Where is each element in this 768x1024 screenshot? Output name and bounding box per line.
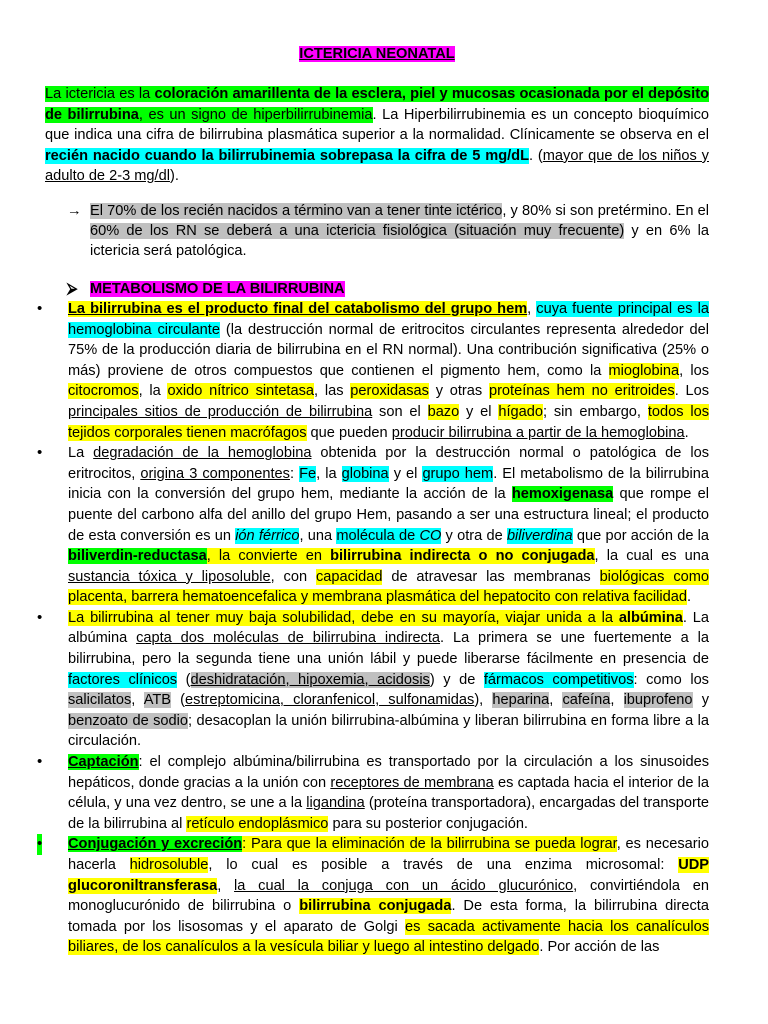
list-item: • La bilirrubina al tener muy baja solubilidad, debe en su mayoría, viajar unida a la albúmina. La albúmina capta dos moléculas de bilirrubina indirecta. La primera se une fuertemente a la bilirrubina, pero la segunda tiene una unión lábil y puede liberarse fácilmente en presencia de factores clínicos (deshidratación, hipoxemia, acidosis) y de fármacos competitivos: como los salicilatos, ATB (estreptomicina, cloranfenicol, sulfonamidas), heparina, cafeína, ibuprofeno y benzoato de sodio; desacoplan la unión bilirrubina-albúmina y liberan bilirrubina en forma libre a la circulación. [37,608,710,750]
list-item: • Conjugación y excreción: Para que la eliminación de la bilirrubina se pueda lograr, es necesario hacerla hidrosoluble, lo cual es posible a través de una enzima microsomal: UDP glucoroniltransferasa, la cual la conjuga con un ácido glucurónico, convirtiéndola en monoglucurónido de bilirrubina o bilirrubina conjugada. De esta forma, la bilirrubina directa tomada por los lisosomas y el aparato de Golgi es sacada activamente hacia los canalículos biliares, de los canalículos a la vesícula biliar y luego al intestino delgado. Por acción de las [37,835,710,956]
arrow-paragraph: → El 70% de los recién nacidos a término van a tener tinte ictérico, y 80% si son pretérmino. En el 60% de los RN se deberá a una ictericia fisiológica (situación muy frecuente) y en 6% la ictericia será patológica. [67,202,710,259]
bullet-marker: • [37,608,43,626]
list-item: • La degradación de la hemoglobina obtenida por la destrucción normal o patológica de los eritrocitos, origina 3 componentes: Fe, la globina y el grupo hem. El metabolismo de la bilirrubina inicia con la conversión del grupo hem, mediante la acción de la hemoxigenasa que rompe el puente del carbono alfa del anillo del grupo Hem, pasando a ser una estructura lineal; el producto de esta conversión es un ión férrico, una molécula de CO y otra de biliverdina que por acción de la biliverdin-reductasa, la convierte en bilirrubina indirecta o no conjugada, la cual es una sustancia tóxica y liposoluble, con capacidad de atravesar las membranas biológicas como placenta, barrera hematoencefalica y membrana plasmática del hepatocito con relativa facilidad. [37,444,710,606]
bullet-list [37,299,710,958]
document-title: ICTERICIA NEONATAL [299,46,455,62]
list-item: • Captación: el complejo albúmina/bilirrubina es transportado por la circulación a los sinusoides hepáticos, donde gracias a la unión con receptores de membrana es captada hacia el interior de la célula, y una vez dentro, se une a la ligandina (proteína transportadora), encargadas del transporte de la bilirrubina al retículo endoplásmico para su posterior conjugación. [37,753,710,832]
section-marker: ⮚ [67,280,78,297]
intro-paragraph: La ictericia es la coloración amarillenta de la esclera, piel y mucosas ocasionada por el depósito de bilirrubina, es un signo de hiperbilirrubinemia. La Hiperbilirrubinemia es un concepto bioquímico que indica una cifra de bilirrubina plasmática superior a la normalidad. Clínicamente se observa en el recién nacido cuando la bilirrubinemia sobrepasa la cifra de 5 mg/dL. (mayor que de los niños y adulto de 2-3 mg/dl). [45,86,709,185]
bullet-marker: • [37,834,42,855]
list-item: • La bilirrubina es el producto final del catabolismo del grupo hem, cuya fuente principal es la hemoglobina circulante (la destrucción normal de eritrocitos circulantes representa alrededor del 75% de la producción diaria de bilirrubina en el RN normal). Una contribución significativa (25% o más) proviene de otros compuestos que contienen el pigmento hem, como la mioglobina, los citocromos, la oxido nítrico sintetasa, las peroxidasas y otras proteínas hem no eritroides. Los principales sitios de producción de bilirrubina son el bazo y el hígado; sin embargo, todos los tejidos corporales tienen macrófagos que pueden producir bilirrubina a partir de la hemoglobina. [37,299,710,441]
bullet-marker: • [37,444,43,462]
bullet-marker: • [37,753,43,771]
document-page [37,44,710,958]
arrow-marker: → [67,202,82,219]
bullet-marker: • [37,299,43,317]
section-heading: ⮚ METABOLISMO DE LA BILIRRUBINA [67,280,345,297]
